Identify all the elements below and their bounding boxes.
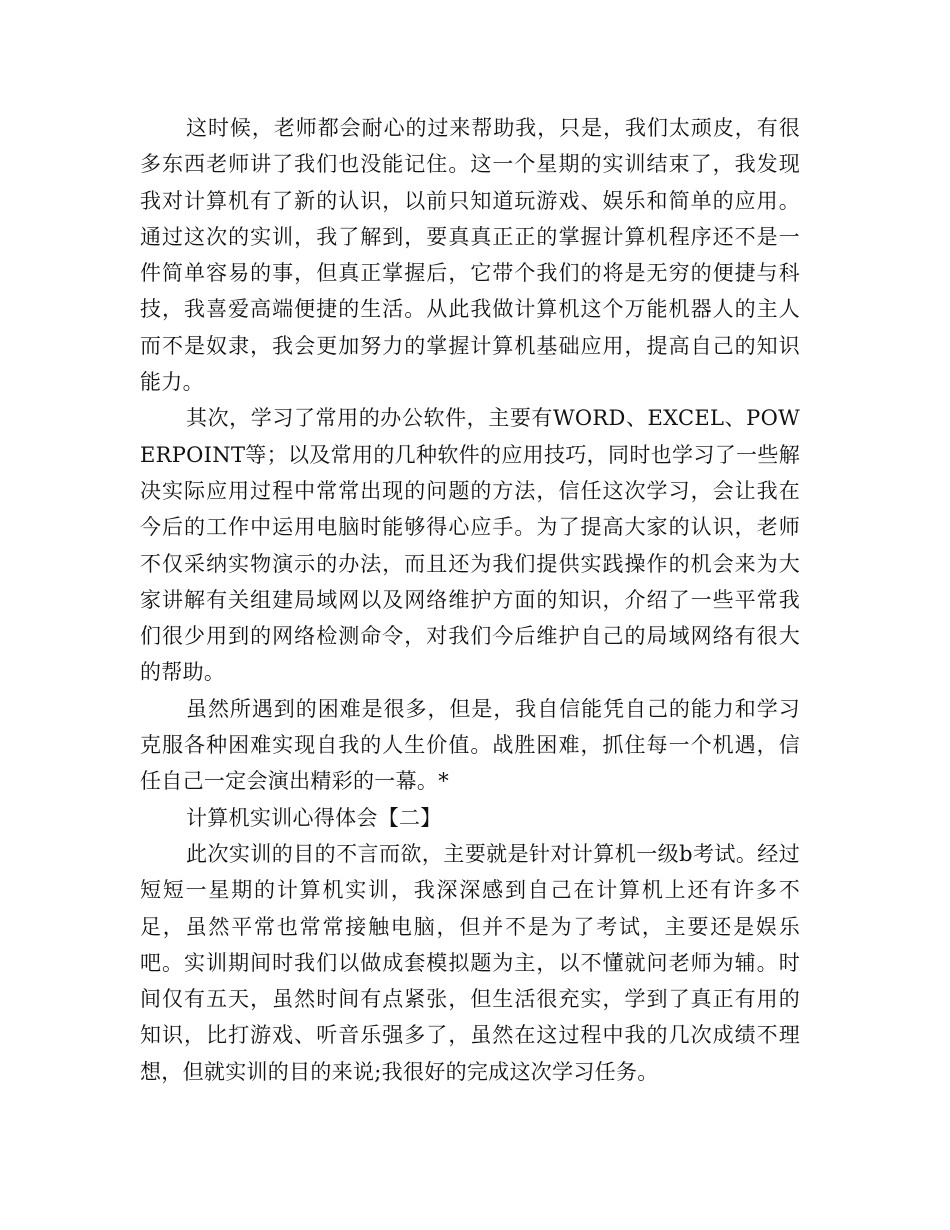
paragraph-3: 虽然所遇到的困难是很多，但是，我自信能凭自己的能力和学习克服各种困难实现自我的人生价值。战胜困难，抓住每一个机遇，信任自己一定会演出精彩的一幕。*	[140, 696, 800, 794]
section-heading: 计算机实训心得体会【二】	[186, 805, 442, 830]
paragraph-2: 其次，学习了常用的办公软件，主要有WORD、EXCEL、POWERPOINT等；以及常用的几种软件的应用技巧，同时也学习了一些解决实际应用过程中常常出现的问题的方法，信任这次学习，会让我在今后的工作中运用电脑时能够得心应手。为了提高大家的认识，老师不仅采纳实物演示的办法，而且还为我们提供实践操作的机会来为大家讲解有关组建局域网以及网络维护方面的知识，介绍了一些平常我们很少用到的网络检测命令，对我们今后维护自己的局域网络有很大的帮助。	[140, 406, 800, 685]
paragraph-1: 这时候，老师都会耐心的过来帮助我，只是，我们太顽皮，有很多东西老师讲了我们也没能记住。这一个星期的实训结束了，我发现我对计算机有了新的认识，以前只知道玩游戏、娱乐和简单的应用。通过这次的实训，我了解到，要真真正正的掌握计算机程序还不是一件简单容易的事，但真正掌握后，它带个我们的将是无穷的便捷与科技，我喜爱高端便捷的生活。从此我做计算机这个万能机器人的主人而不是奴隶，我会更加努力的掌握计算机基础应用，提高自己的知识能力。	[140, 116, 800, 395]
paragraph-4: 此次实训的目的不言而欲，主要就是针对计算机一级b考试。经过短短一星期的计算机实训，我深深感到自己在计算机上还有许多不足，虽然平常也常常接触电脑，但并不是为了考试，主要还是娱乐吧。实训期间时我们以做成套模拟题为主，以不懂就问老师为辅。时间仅有五天，虽然时间有点紧张，但生活很充实，学到了真正有用的知识，比打游戏、听音乐强多了，虽然在这过程中我的几次成绩不理想，但就实训的目的来说;我很好的完成这次学习任务。	[140, 841, 800, 1084]
document-body	[140, 110, 800, 1090]
